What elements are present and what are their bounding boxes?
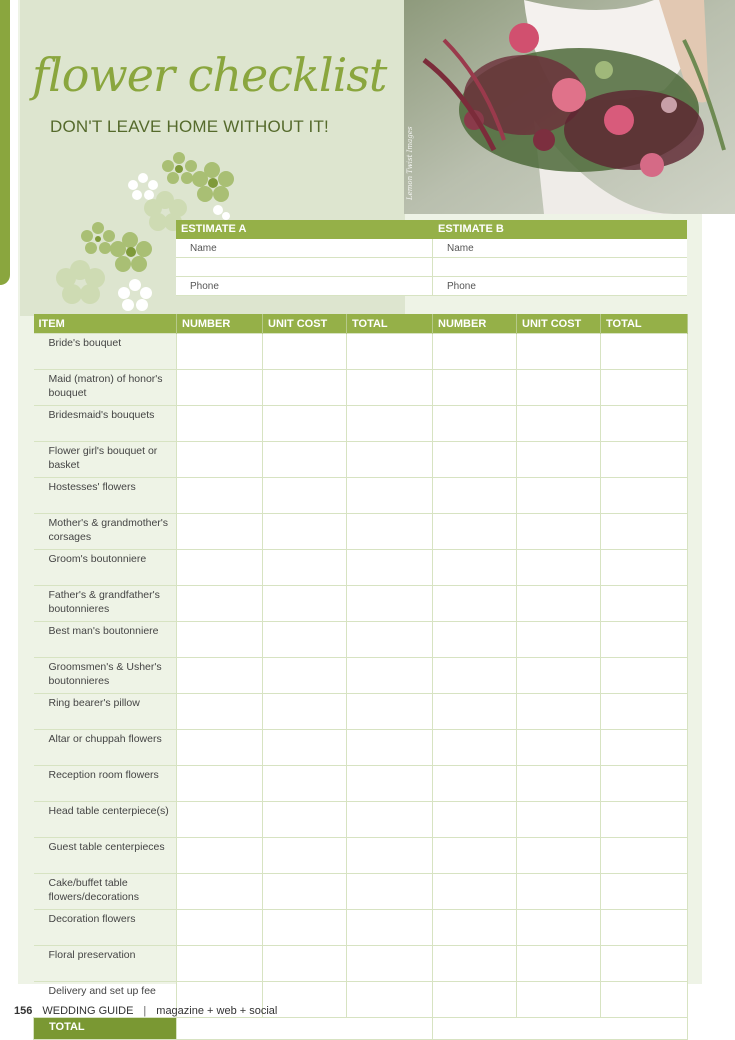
entry-cell[interactable]: [433, 658, 517, 694]
entry-cell[interactable]: [347, 946, 433, 982]
item-label: Hostesses' flowers: [34, 478, 177, 514]
item-label: Head table centerpiece(s): [34, 802, 177, 838]
item-label: Delivery and set up fee: [34, 982, 177, 1018]
column-header: TOTAL: [347, 314, 433, 334]
entry-cell[interactable]: [263, 838, 347, 874]
entry-cell[interactable]: [517, 946, 601, 982]
estimate-phone-row: [176, 277, 687, 296]
estimate-b-label: ESTIMATE B: [438, 223, 504, 235]
entry-cell[interactable]: [433, 442, 517, 478]
perforated-edge-left: [12, 0, 20, 984]
entry-cell[interactable]: [517, 550, 601, 586]
table-row: [34, 406, 688, 442]
entry-cell[interactable]: [517, 802, 601, 838]
entry-cell[interactable]: [433, 550, 517, 586]
table-row: [34, 802, 688, 838]
estimate-a-label: ESTIMATE A: [181, 223, 247, 235]
entry-cell[interactable]: [347, 334, 433, 370]
entry-cell[interactable]: [433, 766, 517, 802]
table-row: [34, 658, 688, 694]
entry-cell[interactable]: [517, 586, 601, 622]
entry-cell[interactable]: [347, 730, 433, 766]
entry-cell[interactable]: [347, 550, 433, 586]
item-label: Cake/buffet table flowers/decorations: [34, 874, 177, 910]
entry-cell[interactable]: [177, 478, 263, 514]
estimate-a-name-field[interactable]: Name: [176, 239, 433, 257]
entry-cell[interactable]: [433, 910, 517, 946]
entry-cell[interactable]: [347, 802, 433, 838]
table-row: [34, 622, 688, 658]
column-header: UNIT COST: [263, 314, 347, 334]
item-label: Reception room flowers: [34, 766, 177, 802]
column-header: TOTAL: [601, 314, 688, 334]
entry-cell[interactable]: [601, 874, 688, 910]
entry-cell[interactable]: [433, 802, 517, 838]
entry-cell[interactable]: [177, 910, 263, 946]
table-row: [34, 586, 688, 622]
item-label: Floral preservation: [34, 946, 177, 982]
publication-name: WEDDING GUIDE: [42, 1005, 134, 1017]
estimate-name-row: [176, 239, 687, 258]
item-label: Guest table centerpieces: [34, 838, 177, 874]
entry-cell[interactable]: [433, 694, 517, 730]
entry-cell[interactable]: [347, 910, 433, 946]
entry-cell[interactable]: [347, 838, 433, 874]
entry-cell[interactable]: [177, 946, 263, 982]
entry-cell[interactable]: [517, 370, 601, 406]
entry-cell[interactable]: [601, 766, 688, 802]
entry-cell[interactable]: [601, 802, 688, 838]
estimate-blank-row: [176, 258, 687, 277]
entry-cell[interactable]: [263, 910, 347, 946]
entry-cell[interactable]: [347, 874, 433, 910]
entry-cell[interactable]: [601, 910, 688, 946]
entry-cell[interactable]: [263, 874, 347, 910]
item-label: Groomsmen's & Usher's boutonnieres: [34, 658, 177, 694]
page-subtitle: DON'T LEAVE HOME WITHOUT IT!: [50, 117, 329, 136]
entry-cell[interactable]: [177, 406, 263, 442]
entry-cell[interactable]: [433, 982, 517, 1018]
entry-cell[interactable]: [263, 766, 347, 802]
page-footer: [14, 1005, 277, 1017]
entry-cell[interactable]: [177, 370, 263, 406]
entry-cell[interactable]: [517, 982, 601, 1018]
entry-cell[interactable]: [347, 406, 433, 442]
item-label: Ring bearer's pillow: [34, 694, 177, 730]
entry-cell[interactable]: [263, 478, 347, 514]
entry-cell[interactable]: [263, 946, 347, 982]
estimate-b-name-field[interactable]: Name: [447, 243, 474, 254]
entry-cell[interactable]: [347, 766, 433, 802]
column-header: NUMBER: [177, 314, 263, 334]
left-accent-bar: [0, 0, 10, 285]
entry-cell[interactable]: [601, 730, 688, 766]
entry-cell[interactable]: [601, 982, 688, 1018]
entry-cell[interactable]: [347, 478, 433, 514]
estimate-header: [176, 220, 687, 239]
entry-cell[interactable]: [177, 586, 263, 622]
item-label: Best man's boutonniere: [34, 622, 177, 658]
entry-cell[interactable]: [517, 658, 601, 694]
photo-credit: Lemon Twist Images: [406, 126, 414, 200]
item-label: Bride's bouquet: [34, 334, 177, 370]
entry-cell[interactable]: [177, 334, 263, 370]
entry-cell[interactable]: [517, 766, 601, 802]
entry-cell[interactable]: [433, 586, 517, 622]
column-header: ITEM: [34, 314, 177, 334]
entry-cell[interactable]: [433, 730, 517, 766]
item-label: Maid (matron) of honor's bouquet: [34, 370, 177, 406]
entry-cell[interactable]: [263, 586, 347, 622]
entry-cell[interactable]: [347, 370, 433, 406]
entry-cell[interactable]: [263, 694, 347, 730]
entry-cell[interactable]: [517, 442, 601, 478]
entry-cell[interactable]: [433, 478, 517, 514]
entry-cell[interactable]: [601, 550, 688, 586]
entry-cell[interactable]: [177, 694, 263, 730]
entry-cell[interactable]: [601, 370, 688, 406]
item-label: Decoration flowers: [34, 910, 177, 946]
table-row: [34, 874, 688, 910]
entry-cell[interactable]: [347, 694, 433, 730]
table-row: [34, 910, 688, 946]
entry-cell[interactable]: [517, 730, 601, 766]
table-row: [34, 514, 688, 550]
estimate-b-total-cell[interactable]: [433, 1018, 688, 1040]
estimate-contacts: [176, 220, 687, 296]
entry-cell[interactable]: [263, 802, 347, 838]
table-row: [34, 946, 688, 982]
footer-separator: |: [143, 1005, 147, 1017]
entry-cell[interactable]: [177, 442, 263, 478]
item-label: Father's & grandfather's boutonnieres: [34, 586, 177, 622]
entry-cell[interactable]: [347, 514, 433, 550]
entry-cell[interactable]: [601, 838, 688, 874]
entry-cell[interactable]: [177, 730, 263, 766]
page-number: 156: [14, 1005, 33, 1017]
entry-cell[interactable]: [433, 622, 517, 658]
entry-cell[interactable]: [433, 874, 517, 910]
checklist-table: [33, 314, 688, 1040]
entry-cell[interactable]: [433, 838, 517, 874]
column-header: NUMBER: [433, 314, 517, 334]
estimate-a-blank: [176, 258, 433, 276]
entry-cell[interactable]: [177, 622, 263, 658]
entry-cell[interactable]: [263, 406, 347, 442]
entry-cell[interactable]: [433, 514, 517, 550]
entry-cell[interactable]: [263, 622, 347, 658]
table-header-row: [34, 314, 688, 334]
entry-cell[interactable]: [263, 514, 347, 550]
entry-cell[interactable]: [177, 802, 263, 838]
entry-cell[interactable]: [263, 730, 347, 766]
entry-cell[interactable]: [177, 658, 263, 694]
item-label: Flower girl's bouquet or basket: [34, 442, 177, 478]
item-label: Mother's & grandmother's corsages: [34, 514, 177, 550]
entry-cell[interactable]: [177, 514, 263, 550]
entry-cell[interactable]: [177, 874, 263, 910]
table-row: [34, 694, 688, 730]
entry-cell[interactable]: [601, 946, 688, 982]
table-row: [34, 766, 688, 802]
entry-cell[interactable]: [433, 946, 517, 982]
table-row: [34, 334, 688, 370]
entry-cell[interactable]: [517, 478, 601, 514]
entry-cell[interactable]: [517, 406, 601, 442]
entry-cell[interactable]: [433, 334, 517, 370]
item-label: Altar or chuppah flowers: [34, 730, 177, 766]
entry-cell[interactable]: [347, 982, 433, 1018]
estimate-b-phone-field[interactable]: Phone: [447, 281, 476, 292]
entry-cell[interactable]: [601, 622, 688, 658]
table-row: [34, 550, 688, 586]
entry-cell[interactable]: [177, 838, 263, 874]
entry-cell[interactable]: [601, 478, 688, 514]
table-row: [34, 730, 688, 766]
entry-cell[interactable]: [263, 442, 347, 478]
entry-cell[interactable]: [347, 442, 433, 478]
table-row: [34, 370, 688, 406]
entry-cell[interactable]: [601, 658, 688, 694]
entry-cell[interactable]: [263, 334, 347, 370]
entry-cell[interactable]: [177, 550, 263, 586]
entry-cell[interactable]: [517, 622, 601, 658]
entry-cell[interactable]: [177, 766, 263, 802]
column-header: UNIT COST: [517, 314, 601, 334]
estimate-a-phone-field[interactable]: Phone: [176, 277, 433, 295]
estimate-a-total-cell[interactable]: [177, 1018, 433, 1040]
entry-cell[interactable]: [601, 442, 688, 478]
entry-cell[interactable]: [601, 694, 688, 730]
entry-cell[interactable]: [601, 406, 688, 442]
entry-cell[interactable]: [517, 910, 601, 946]
total-row: [34, 1018, 688, 1040]
entry-cell[interactable]: [517, 838, 601, 874]
entry-cell[interactable]: [433, 370, 517, 406]
entry-cell[interactable]: [433, 406, 517, 442]
total-label: TOTAL: [34, 1018, 177, 1040]
perforated-edge-right: [699, 214, 707, 984]
entry-cell[interactable]: [347, 586, 433, 622]
entry-cell[interactable]: [517, 514, 601, 550]
entry-cell[interactable]: [263, 658, 347, 694]
bouquet-photo: [404, 0, 735, 214]
item-label: Bridesmaid's bouquets: [34, 406, 177, 442]
entry-cell[interactable]: [517, 874, 601, 910]
entry-cell[interactable]: [263, 550, 347, 586]
entry-cell[interactable]: [601, 514, 688, 550]
table-row: [34, 442, 688, 478]
item-label: Groom's boutonniere: [34, 550, 177, 586]
entry-cell[interactable]: [601, 586, 688, 622]
table-row: [34, 478, 688, 514]
entry-cell[interactable]: [517, 334, 601, 370]
table-row: [34, 838, 688, 874]
entry-cell[interactable]: [601, 334, 688, 370]
entry-cell[interactable]: [517, 694, 601, 730]
estimate-b-blank: [433, 258, 687, 276]
entry-cell[interactable]: [347, 622, 433, 658]
entry-cell[interactable]: [347, 658, 433, 694]
publication-tagline: magazine + web + social: [156, 1005, 278, 1017]
page-title: flower checklist: [32, 48, 387, 102]
entry-cell[interactable]: [263, 370, 347, 406]
